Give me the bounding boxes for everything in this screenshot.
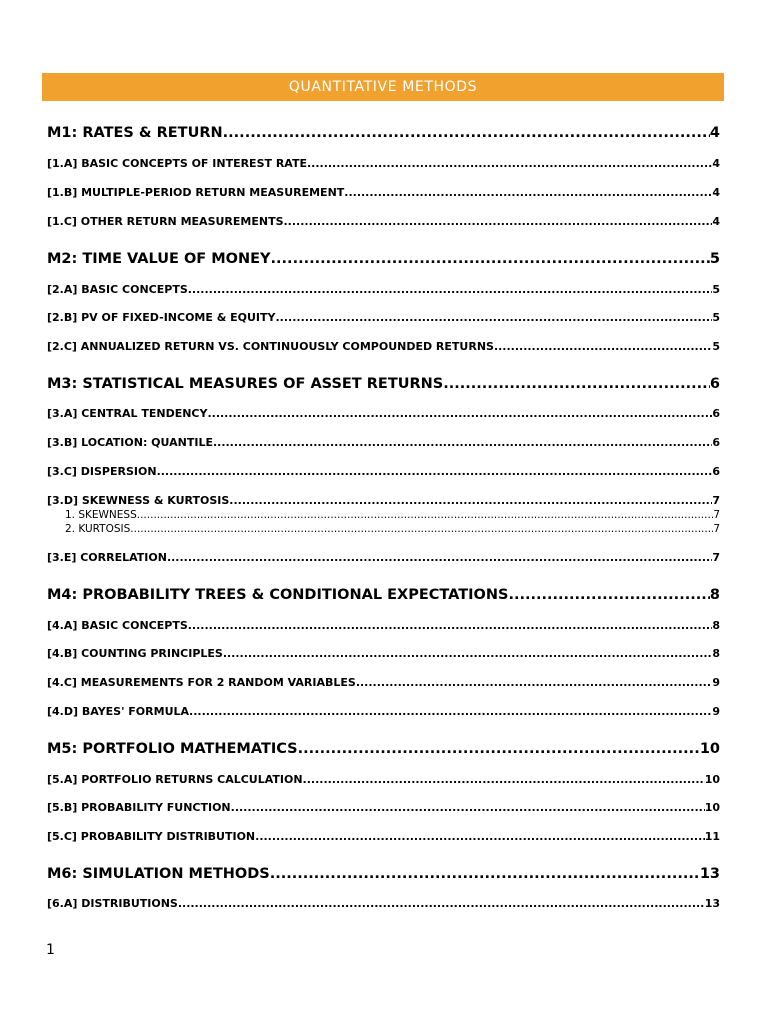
toc-entry-section[interactable] (47, 646, 720, 662)
toc-entry-module[interactable] (47, 123, 720, 143)
toc-entry-page: 8 (709, 587, 720, 603)
toc-entry-section[interactable] (47, 829, 720, 845)
toc-entry-label: [1.B] MULTIPLE-PERIOD RETURN MEASUREMENT (47, 186, 345, 199)
toc-entry-label: 1. SKEWNESS (65, 509, 137, 521)
toc-entry-page: 6 (709, 376, 720, 392)
toc-entry-section[interactable] (47, 704, 720, 720)
toc-entry-subsection[interactable] (65, 508, 720, 522)
toc-entry-label: [2.C] ANNUALIZED RETURN VS. CONTINUOUSLY COMPOUNDED RETURNS (47, 340, 494, 353)
toc-entry-page: 10 (699, 741, 720, 757)
toc-entry-label: [4.B] COUNTING PRINCIPLES (47, 647, 223, 660)
toc-entry-label: M6: SIMULATION METHODS (47, 866, 270, 882)
toc-entry-module[interactable] (47, 374, 720, 394)
toc-entry-section[interactable] (47, 493, 720, 509)
toc-leader-dots (356, 675, 713, 691)
toc-leader-dots (137, 508, 714, 522)
toc-entry-page: 4 (709, 125, 720, 141)
toc-leader-dots (494, 339, 712, 355)
toc-leader-dots (231, 800, 705, 816)
toc-leader-dots (130, 522, 713, 536)
toc-entry-page: 11 (704, 830, 720, 843)
toc-entry-page: 4 (712, 215, 720, 228)
toc-leader-dots (189, 704, 712, 720)
toc-entry-page: 8 (712, 619, 720, 632)
toc-entry-module[interactable] (47, 249, 720, 269)
toc-entry-section[interactable] (47, 435, 720, 451)
toc-entry-label: M1: RATES & RETURN (47, 125, 223, 141)
toc-entry-label: [4.A] BASIC CONCEPTS (47, 619, 188, 632)
toc-leader-dots (188, 618, 713, 634)
section-banner (42, 73, 724, 101)
toc-entry-page: 7 (712, 494, 720, 507)
toc-entry-page: 10 (704, 801, 720, 814)
toc-leader-dots (271, 249, 710, 269)
toc-entry-page: 5 (712, 311, 720, 324)
toc-leader-dots (223, 123, 710, 143)
toc-leader-dots (443, 374, 710, 394)
toc-entry-label: [6.A] DISTRIBUTIONS (47, 897, 178, 910)
toc-entry-page: 8 (712, 647, 720, 660)
toc-entry-module[interactable] (47, 864, 720, 884)
toc-entry-label: [3.B] LOCATION: QUANTILE (47, 436, 213, 449)
toc-leader-dots (508, 585, 709, 605)
toc-entry-page: 4 (712, 157, 720, 170)
toc-leader-dots (344, 185, 712, 201)
toc-entry-label: [3.A] CENTRAL TENDENCY (47, 407, 208, 420)
toc-leader-dots (255, 829, 705, 845)
toc-entry-section[interactable] (47, 185, 720, 201)
toc-entry-section[interactable] (47, 800, 720, 816)
toc-entry-section[interactable] (47, 156, 720, 172)
toc-entry-page: 10 (704, 773, 720, 786)
toc-leader-dots (276, 310, 713, 326)
toc-leader-dots (223, 646, 713, 662)
toc-entry-section[interactable] (47, 282, 720, 298)
toc-entry-module[interactable] (47, 739, 720, 759)
toc-entry-section[interactable] (47, 675, 720, 691)
toc-leader-dots (213, 435, 712, 451)
toc-leader-dots (284, 214, 713, 230)
toc-entry-label: M4: PROBABILITY TREES & CONDITIONAL EXPECTATIONS (47, 587, 509, 603)
toc-entry-page: 6 (712, 407, 720, 420)
toc-entry-label: [2.B] PV OF FIXED-INCOME & EQUITY (47, 311, 276, 324)
toc-entry-section[interactable] (47, 772, 720, 788)
toc-leader-dots (303, 772, 705, 788)
toc-leader-dots (178, 896, 705, 912)
toc-entry-section[interactable] (47, 550, 720, 566)
toc-entry-label: [5.B] PROBABILITY FUNCTION (47, 801, 231, 814)
toc-entry-label: [2.A] BASIC CONCEPTS (47, 283, 188, 296)
toc-entry-label: M5: PORTFOLIO MATHEMATICS (47, 741, 298, 757)
toc-entry-page: 9 (712, 676, 720, 689)
toc-entry-page: 5 (709, 251, 720, 267)
toc-entry-page: 7 (712, 551, 720, 564)
toc-entry-label: [4.C] MEASUREMENTS FOR 2 RANDOM VARIABLES (47, 676, 356, 689)
toc-entry-section[interactable] (47, 618, 720, 634)
toc-entry-label: [3.D] SKEWNESS & KURTOSIS (47, 494, 230, 507)
toc-entry-section[interactable] (47, 464, 720, 480)
toc-entry-section[interactable] (47, 339, 720, 355)
toc-leader-dots (270, 864, 700, 884)
toc-entry-page: 6 (712, 465, 720, 478)
toc-entry-label: [1.C] OTHER RETURN MEASUREMENTS (47, 215, 284, 228)
toc-entry-label: [4.D] BAYES' FORMULA (47, 705, 190, 718)
toc-entry-page: 9 (712, 705, 720, 718)
toc-leader-dots (207, 406, 712, 422)
page-number: 1 (46, 942, 55, 958)
toc-entry-page: 5 (712, 283, 720, 296)
banner-title: QUANTITATIVE METHODS (288, 79, 478, 95)
toc-entry-page: 4 (712, 186, 720, 199)
toc-entry-module[interactable] (47, 585, 720, 605)
toc-entry-page: 6 (712, 436, 720, 449)
toc-entry-section[interactable] (47, 310, 720, 326)
toc-entry-label: [3.C] DISPERSION (47, 465, 157, 478)
toc-entry-label: M3: STATISTICAL MEASURES OF ASSET RETURNS (47, 376, 444, 392)
toc-entry-label: [1.A] BASIC CONCEPTS OF INTEREST RATE (47, 157, 307, 170)
toc-entry-page: 13 (699, 866, 720, 882)
toc-leader-dots (167, 550, 712, 566)
toc-entry-label: [5.A] PORTFOLIO RETURNS CALCULATION (47, 773, 303, 786)
toc-entry-label: [5.C] PROBABILITY DISTRIBUTION (47, 830, 256, 843)
toc-entry-page: 5 (712, 340, 720, 353)
toc-leader-dots (229, 493, 712, 509)
toc-entry-label: [3.E] CORRELATION (47, 551, 167, 564)
toc-leader-dots (307, 156, 712, 172)
toc-leader-dots (157, 464, 713, 480)
toc-entry-section[interactable] (47, 214, 720, 230)
toc-leader-dots (298, 739, 700, 759)
toc-entry-page: 13 (704, 897, 720, 910)
toc-entry-section[interactable] (47, 406, 720, 422)
toc-leader-dots (188, 282, 713, 298)
toc-entry-label: M2: TIME VALUE OF MONEY (47, 251, 271, 267)
toc-entry-section[interactable] (47, 896, 720, 912)
toc-entry-label: 2. KURTOSIS (65, 523, 131, 535)
toc-entry-subsection[interactable] (65, 522, 720, 536)
toc-entry-page: 7 (713, 523, 720, 535)
toc-entry-page: 7 (713, 509, 720, 521)
